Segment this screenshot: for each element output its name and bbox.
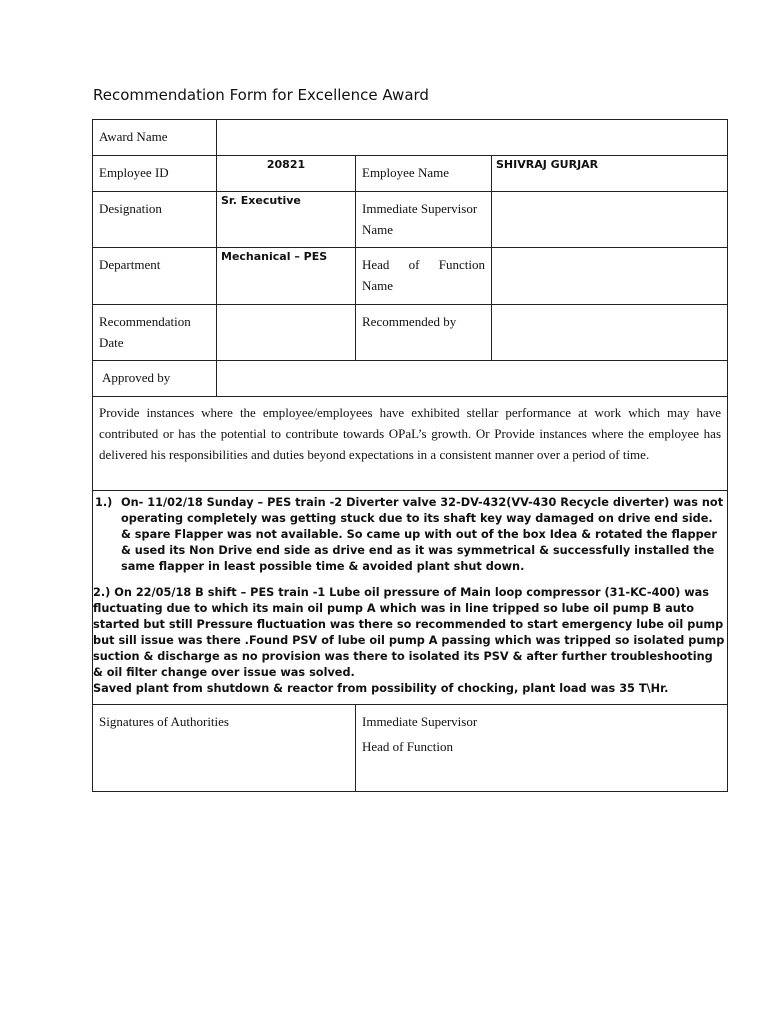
row-instances — [93, 491, 728, 705]
signatures-cell[interactable] — [356, 705, 728, 792]
department-label: Department — [93, 248, 217, 305]
award-name-label: Award Name — [93, 120, 217, 156]
instance-1 — [93, 495, 726, 575]
approved-by-field[interactable] — [217, 361, 728, 397]
row-signatures — [93, 705, 728, 792]
recommended-by-field[interactable] — [492, 305, 728, 361]
immediate-supervisor-signature-label: Immediate Supervisor — [362, 714, 478, 729]
instance-1-text: On- 11/02/18 Sunday – PES train -2 Diverter valve 32-DV-432(VV-430 Recycle diverter) was not operating completely was getting stuck due to its shaft key way damaged on drive end side. & spare Flapper was not available. So came up with out of the box Idea & rotated the flapper & used its Non Drive end side as drive end as it was symmetrical & successfully installed the same flapper in least possible time & avoided plant shut down. — [121, 496, 724, 573]
supervisor-name-label: Immediate Supervisor Name — [356, 192, 492, 248]
form-title: Recommendation Form for Excellence Award — [93, 86, 429, 104]
head-of-function-signature-label: Head of Function — [362, 739, 453, 754]
row-approved-by — [93, 361, 728, 397]
employee-name-label: Employee Name — [356, 156, 492, 192]
instructions-text: Provide instances where the employee/employees have exhibited stellar performance at work which may have contributed or has the potential to contribute towards OPaL’s growth. Or Provide instances where the employee has delivered his responsibilities and duties beyond expectations in a consistent manner over a period of time. — [93, 397, 728, 491]
row-department — [93, 248, 728, 305]
approved-by-label: Approved by — [93, 361, 217, 397]
row-designation — [93, 192, 728, 248]
signatures-label: Signatures of Authorities — [93, 705, 356, 792]
award-form-table — [92, 119, 728, 792]
employee-name-value: SHIVRAJ GURJAR — [492, 156, 728, 192]
recommended-by-label: Recommended by — [356, 305, 492, 361]
row-instructions — [93, 397, 728, 491]
row-employee — [93, 156, 728, 192]
supervisor-name-field[interactable] — [492, 192, 728, 248]
row-award-name — [93, 120, 728, 156]
recommendation-date-label: Recommendation Date — [93, 305, 217, 361]
instance-2-text: 2.) On 22/05/18 B shift – PES train -1 Lube oil pressure of Main loop compressor (31-KC-400) was fluctuating due to which its main oil pump A which was in line tripped so lube oil pump B auto started but still Pressure fluctuation was there so recommended to start emergency lube oil pump but sill issue was there .Found PSV of lube oil pump A passing which was tripped so isolated pump suction & discharge as no provision was there to isolated its PSV & after further troubleshooting & oil filter change over issue was solved. — [93, 586, 725, 679]
department-value: Mechanical – PES — [217, 248, 356, 305]
instances-cell[interactable] — [93, 491, 728, 705]
row-recommendation — [93, 305, 728, 361]
designation-label: Designation — [93, 192, 217, 248]
employee-id-label: Employee ID — [93, 156, 217, 192]
employee-id-value: 20821 — [217, 156, 356, 192]
instance-1-number: 1.) — [95, 496, 113, 509]
head-of-function-label: Head of Function Name — [356, 248, 492, 305]
head-of-function-field[interactable] — [492, 248, 728, 305]
recommendation-date-field[interactable] — [217, 305, 356, 361]
instance-2-result: Saved plant from shutdown & reactor from possibility of chocking, plant load was 35 T\Hr. — [93, 682, 669, 695]
award-name-field[interactable] — [217, 120, 728, 156]
designation-value: Sr. Executive — [217, 192, 356, 248]
